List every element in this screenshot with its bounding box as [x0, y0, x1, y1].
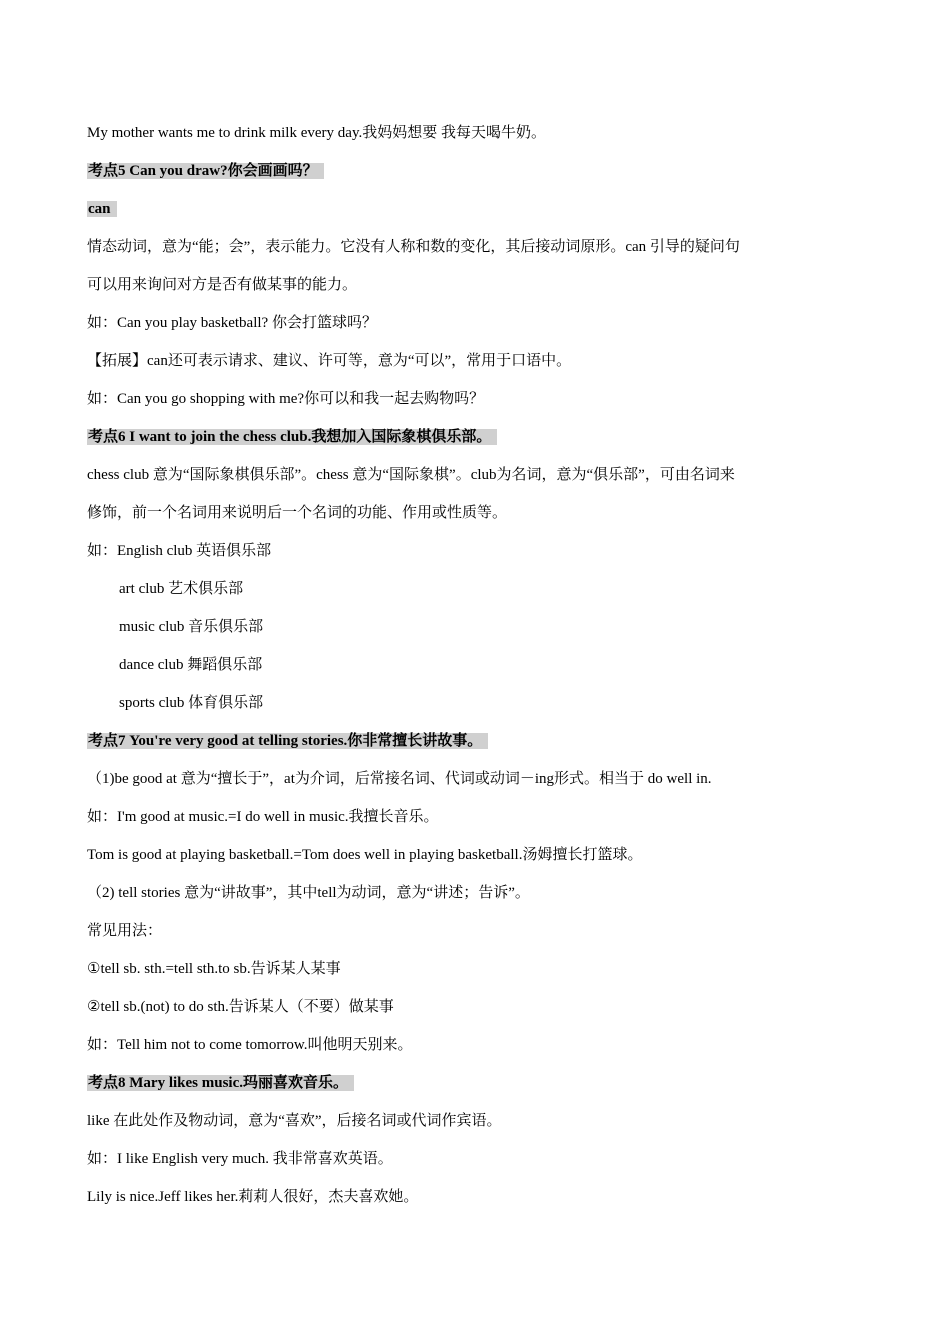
example-item: music club 音乐俱乐部 [119, 619, 264, 635]
example-sentence: Lily is nice.Jeff likes her.莉莉人很好，杰夫喜欢她。 [87, 1189, 419, 1205]
usage-item: ②tell sb.(not) to do sth.告诉某人（不要）做某事 [87, 999, 394, 1015]
section-heading-5: 考点5 Can you draw?你会画画吗？ [87, 163, 324, 179]
sub-heading-can: can [87, 201, 117, 217]
example-sentence: My mother wants me to drink milk every day.我妈妈想要 我每天喝牛奶。 [87, 125, 546, 141]
paragraph-text: （2) tell stories 意为“讲故事”，其中tell为动词，意为“讲述；告诉”。 [87, 885, 530, 901]
paragraph-text: 常见用法： [87, 923, 163, 939]
paragraph-text: chess club 意为“国际象棋俱乐部”。chess 意为“国际象棋”。club为名词，意为“俱乐部”，可由名词来 [87, 467, 735, 483]
example-sentence: 如：Can you play basketball? 你会打篮球吗？ [87, 315, 377, 331]
example-sentence: 如：Can you go shopping with me?你可以和我一起去购物吗？ [87, 391, 485, 407]
paragraph-text: 情态动词，意为“能；会”，表示能力。它没有人称和数的变化，其后接动词原形。can 引导的疑问句 [87, 239, 740, 255]
example-sentence: 如：I'm good at music.=I do well in music.我擅长音乐。 [87, 809, 439, 825]
section-heading-8: 考点8 Mary likes music.玛丽喜欢音乐。 [87, 1075, 354, 1091]
paragraph-text: 修饰，前一个名词用来说明后一个名词的功能、作用或性质等。 [87, 505, 508, 521]
example-sentence: 如：I like English very much. 我非常喜欢英语。 [87, 1151, 393, 1167]
extension-note: 【拓展】can还可表示请求、建议、许可等，意为“可以”，常用于口语中。 [87, 353, 572, 369]
section-heading-6: 考点6 I want to join the chess club.我想加入国际象棋俱乐部。 [87, 429, 497, 445]
example-sentence: 如：Tell him not to come tomorrow.叫他明天别来。 [87, 1037, 413, 1053]
paragraph-text: （1)be good at 意为“擅长于”，at为介词，后常接名词、代词或动词－ing形式。相当于 do well in. [87, 771, 712, 787]
example-item: 如：English club 英语俱乐部 [87, 543, 272, 559]
paragraph-text: 可以用来询问对方是否有做某事的能力。 [87, 277, 358, 293]
usage-item: ①tell sb. sth.=tell sth.to sb.告诉某人某事 [87, 961, 341, 977]
example-sentence: Tom is good at playing basketball.=Tom does well in playing basketball.汤姆擅长打篮球。 [87, 847, 643, 863]
paragraph-text: like 在此处作及物动词，意为“喜欢”，后接名词或代词作宾语。 [87, 1113, 502, 1129]
section-heading-7: 考点7 You're very good at telling stories.你非常擅长讲故事。 [87, 733, 488, 749]
example-item: sports club 体育俱乐部 [119, 695, 264, 711]
example-item: dance club 舞蹈俱乐部 [119, 657, 263, 673]
example-item: art club 艺术俱乐部 [119, 581, 244, 597]
